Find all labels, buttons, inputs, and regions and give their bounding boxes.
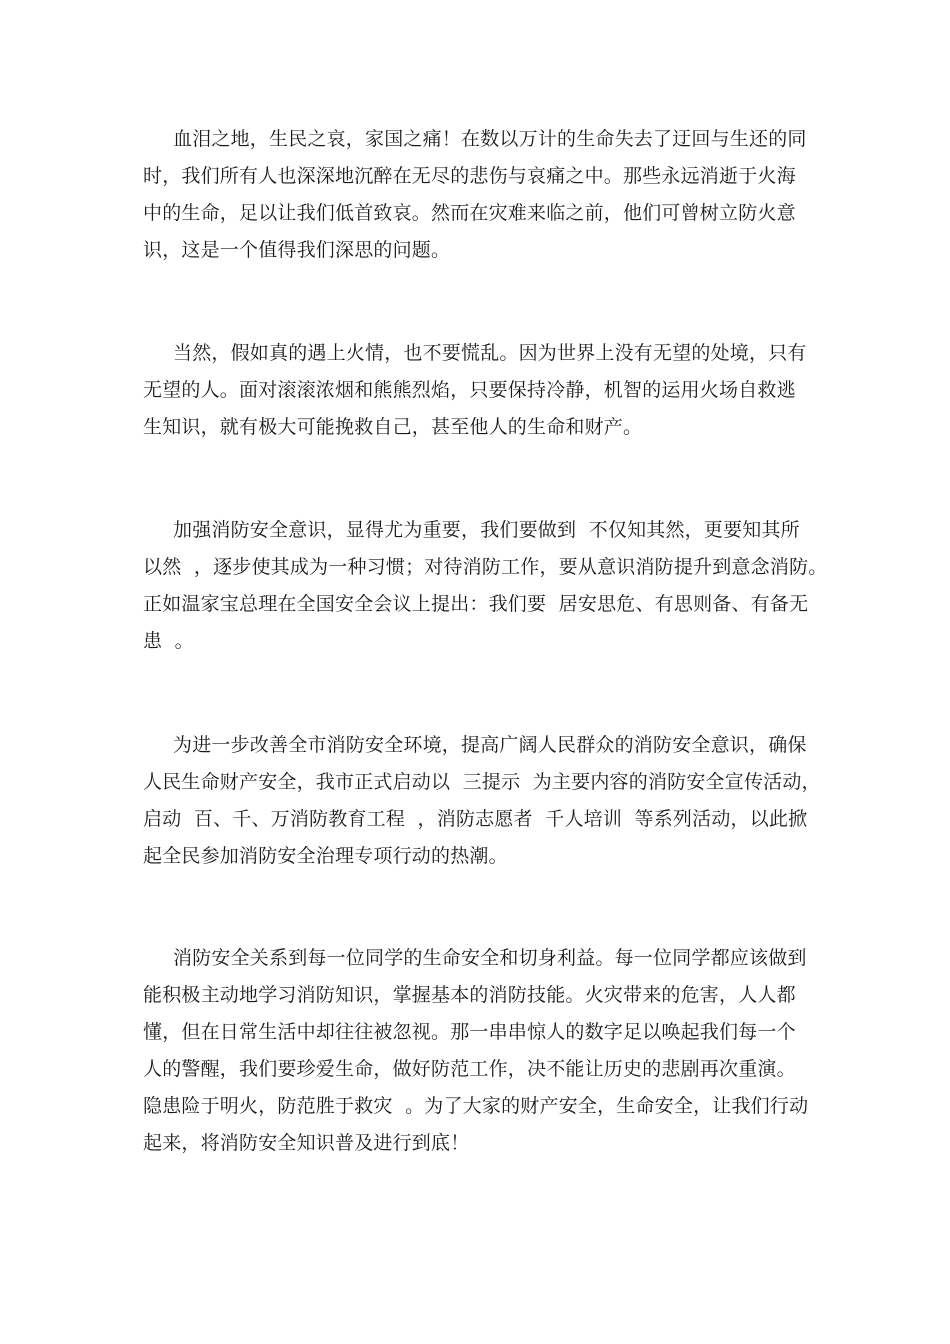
- paragraph-line: 为进一步改善全市消防安全环境，提高广阔人民群众的消防安全意识，确保: [173, 734, 807, 756]
- paragraph-4: [143, 727, 823, 875]
- paragraph-line: 时，我们所有人也深深地沉醉在无尽的悲伤与哀痛之中。那些永远消逝于火海: [143, 165, 796, 187]
- paragraph-line: 中的生命，足以让我们低首致哀。然而在灾难来临之前，他们可曾树立防火意: [143, 202, 796, 224]
- paragraph-line: 人民生命财产安全，我市正式启动以 三提示 为主要内容的消防安全宣传活动，: [143, 771, 821, 793]
- paragraph-line: 消防安全关系到每一位同学的生命安全和切身利益。每一位同学都应该做到: [173, 947, 807, 969]
- paragraph-line: 当然，假如真的遇上火情，也不要慌乱。因为世界上没有无望的处境，只有: [173, 342, 807, 364]
- paragraph-line: 正如温家宝总理在全国安全会议上提出：我们要 居安思危、有思则备、有备无: [143, 593, 809, 615]
- paragraph-line: 患 。: [143, 630, 194, 652]
- paragraph-line: 生知识，就有极大可能挽救自己，甚至他人的生命和财产。: [143, 416, 643, 438]
- paragraph-line: 加强消防安全意识，显得尤为重要，我们要做到 不仅知其然，更要知其所: [173, 519, 800, 541]
- paragraph-line: 起全民参加消防安全治理专项行动的热潮。: [143, 845, 508, 867]
- paragraph-line: 起来，将消防安全知识普及进行到底！: [143, 1132, 470, 1154]
- paragraph-line: 以然 ，逐步使其成为一种习惯；对待消防工作，要从意识消防提升到意念消防。: [143, 556, 828, 578]
- paragraph-line: 血泪之地，生民之哀，家国之痛！在数以万计的生命失去了迂回与生还的同: [173, 128, 807, 150]
- paragraph-line: 能积极主动地学习消防知识，掌握基本的消防技能。火灾带来的危害，人人都: [143, 984, 796, 1006]
- paragraph-line: 人的警醒，我们要珍爱生命，做好防范工作，决不能让历史的悲剧再次重演。: [143, 1058, 796, 1080]
- paragraph-line: 识，这是一个值得我们深思的问题。: [143, 239, 451, 261]
- paragraph-2: [143, 335, 823, 446]
- paragraph-3: [143, 512, 828, 660]
- paragraph-5: [143, 940, 823, 1162]
- paragraph-line: 懂，但在日常生活中却往往被忽视。那一串串惊人的数字足以唤起我们每一个: [143, 1021, 796, 1043]
- paragraph-line: 启动 百、千、万消防教育工程 ，消防志愿者 千人培训 等系列活动，以此掀: [143, 808, 808, 830]
- paragraph-line: 隐患险于明火，防范胜于救灾 。为了大家的财产安全，生命安全，让我们行动: [143, 1095, 809, 1117]
- paragraph-line: 无望的人。面对滚滚浓烟和熊熊烈焰，只要保持冷静，机智的运用火场自救逃: [143, 379, 796, 401]
- paragraph-1: [143, 121, 823, 269]
